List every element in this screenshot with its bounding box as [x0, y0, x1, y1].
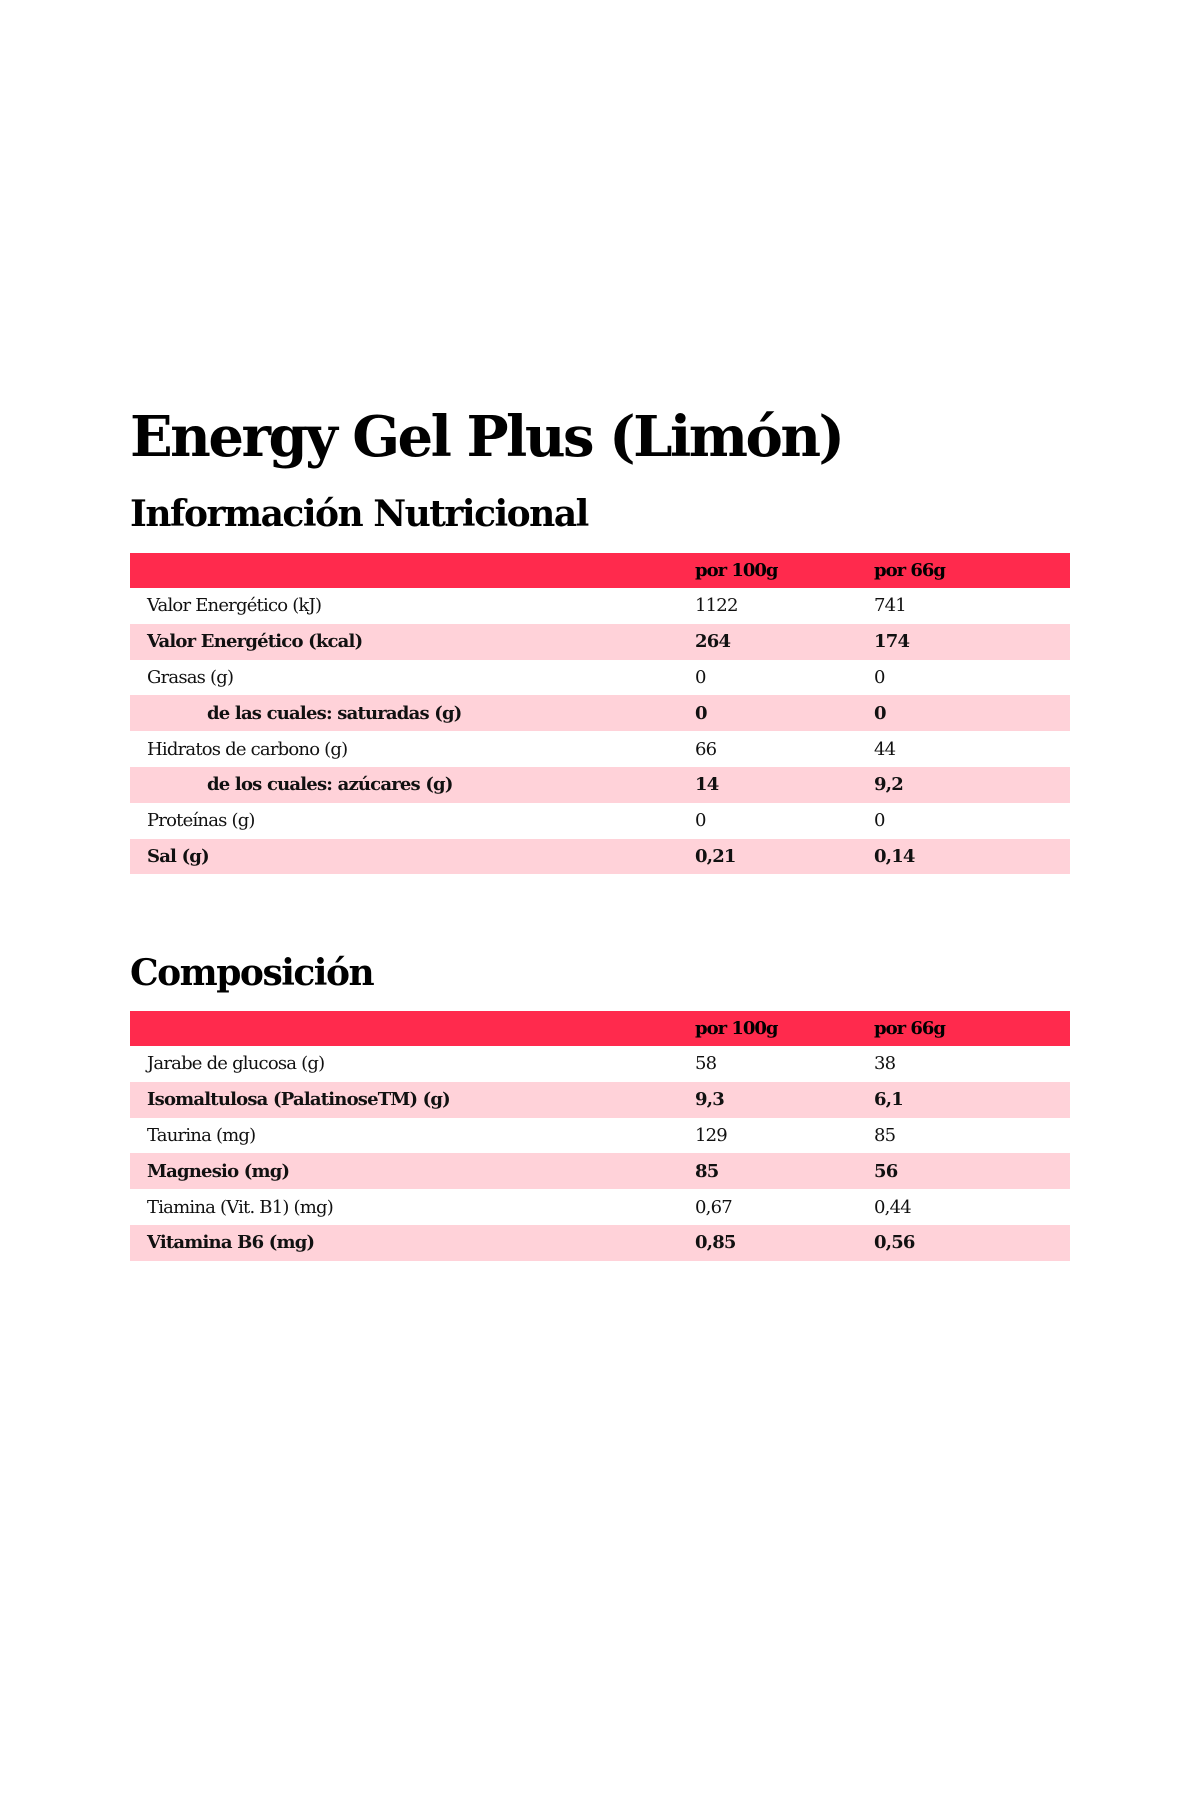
row-label: Magnesio (mg) — [147, 1160, 290, 1182]
table-header-row — [130, 1011, 1070, 1046]
row-label: Taurina (mg) — [147, 1124, 256, 1146]
table-header-row — [130, 553, 1070, 588]
table-row — [130, 1046, 1070, 1082]
row-value-66g: 0 — [874, 666, 885, 688]
table-row — [130, 1082, 1070, 1118]
row-label: Valor Energético (kcal) — [147, 631, 363, 653]
row-value-66g: 0 — [874, 810, 885, 832]
row-value-66g: 0,14 — [874, 845, 915, 867]
table-row — [130, 624, 1070, 660]
row-label: Sal (g) — [147, 845, 209, 867]
row-value-100g: 0,21 — [695, 845, 736, 867]
row-value-66g: 9,2 — [874, 774, 903, 796]
row-label: Vitamina B6 (mg) — [147, 1232, 315, 1254]
row-label: Jarabe de glucosa (g) — [147, 1053, 325, 1075]
row-value-100g: 9,3 — [695, 1089, 724, 1111]
row-value-100g: 0,85 — [695, 1232, 736, 1254]
table-row — [130, 839, 1070, 875]
table-row — [130, 1118, 1070, 1154]
row-label: Isomaltulosa (PalatinoseTM) (g) — [147, 1089, 450, 1111]
nutrition-table — [130, 553, 1070, 874]
row-label: de las cuales: saturadas (g) — [207, 702, 462, 724]
nutrition-heading: Información Nutricional — [130, 493, 588, 535]
row-value-66g: 56 — [874, 1160, 898, 1182]
row-value-66g: 0,56 — [874, 1232, 915, 1254]
table-row — [130, 731, 1070, 767]
header-per-66g: por 66g — [874, 1018, 945, 1039]
row-value-66g: 6,1 — [874, 1089, 903, 1111]
row-label: de los cuales: azúcares (g) — [207, 774, 453, 796]
row-value-66g: 741 — [874, 595, 906, 617]
table-row — [130, 767, 1070, 803]
header-per-100g: por 100g — [695, 1018, 778, 1039]
product-title: Energy Gel Plus (Limón) — [130, 404, 843, 470]
row-value-100g: 264 — [695, 631, 731, 653]
row-value-66g: 38 — [874, 1053, 896, 1075]
table-row — [130, 1189, 1070, 1225]
row-value-66g: 174 — [874, 631, 910, 653]
table-row — [130, 803, 1070, 839]
row-value-100g: 14 — [695, 774, 719, 796]
row-label: Proteínas (g) — [147, 810, 255, 832]
row-value-100g: 0 — [695, 810, 706, 832]
row-label: Tiamina (Vit. B1) (mg) — [147, 1196, 333, 1218]
composition-table — [130, 1011, 1070, 1261]
header-per-100g: por 100g — [695, 560, 778, 581]
table-row — [130, 660, 1070, 696]
header-per-66g: por 66g — [874, 560, 945, 581]
row-value-100g: 66 — [695, 738, 717, 760]
table-row — [130, 695, 1070, 731]
row-value-66g: 0 — [874, 702, 886, 724]
header-label-cell — [130, 1011, 695, 1046]
row-value-66g: 0,44 — [874, 1196, 911, 1218]
table-row — [130, 1225, 1070, 1261]
composition-heading: Composición — [130, 952, 374, 994]
row-value-100g: 0 — [695, 666, 706, 688]
header-label-cell — [130, 553, 695, 588]
row-value-100g: 0,67 — [695, 1196, 732, 1218]
row-value-100g: 1122 — [695, 595, 738, 617]
row-value-66g: 85 — [874, 1124, 896, 1146]
row-label: Hidratos de carbono (g) — [147, 738, 348, 760]
row-value-100g: 129 — [695, 1124, 727, 1146]
row-value-100g: 85 — [695, 1160, 719, 1182]
row-value-66g: 44 — [874, 738, 896, 760]
row-label: Valor Energético (kJ) — [147, 595, 322, 617]
row-value-100g: 58 — [695, 1053, 717, 1075]
row-value-100g: 0 — [695, 702, 707, 724]
row-label: Grasas (g) — [147, 666, 234, 688]
table-row — [130, 1153, 1070, 1189]
table-row — [130, 588, 1070, 624]
